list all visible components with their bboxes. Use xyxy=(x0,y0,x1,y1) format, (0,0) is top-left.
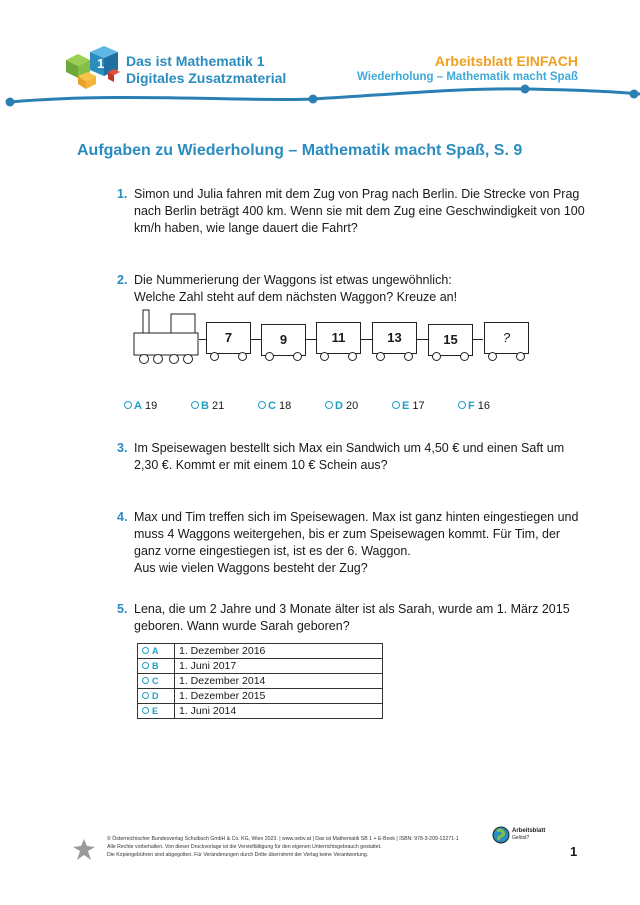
task-text: Max und Tim treffen sich im Speisewagen. Max ist ganz hinten eingestiegen und xyxy=(134,510,579,524)
option-letter: E xyxy=(402,400,410,412)
wagon-wheel xyxy=(265,352,274,361)
wagon: 13 xyxy=(372,322,417,354)
wagon-wheel xyxy=(432,352,441,361)
option-letter: D xyxy=(335,400,343,412)
locomotive-icon xyxy=(133,308,201,364)
wagon-wheel xyxy=(516,352,525,361)
table-row[interactable] xyxy=(138,689,383,704)
globe-icon xyxy=(492,826,510,844)
option-date: 1. Dezember 2016 xyxy=(175,644,383,659)
task-text: Die Nummerierung der Waggons ist etwas ungewöhnlich: xyxy=(134,273,452,287)
wagon-wheel xyxy=(376,352,385,361)
wagon: 9 xyxy=(261,324,306,356)
option-a[interactable] xyxy=(124,400,157,412)
option-e[interactable] xyxy=(392,400,425,412)
task-text: muss 4 Waggons weitergehen, bis er zum Speisewagen kommt. Für Tim, der xyxy=(134,527,561,541)
option-date: 1. Juni 2014 xyxy=(175,704,383,719)
date-options-table xyxy=(137,643,383,719)
option-value: 21 xyxy=(212,400,225,412)
wagon-wheel xyxy=(320,352,329,361)
option-c[interactable] xyxy=(258,400,291,412)
option-letter: B xyxy=(201,400,209,412)
task-text: nach Berlin beträgt 400 km. Wenn sie mit dem Zug eine Geschwindigkeit von 100 xyxy=(134,204,585,218)
wagon: 15 xyxy=(428,324,473,356)
option-value: 17 xyxy=(412,400,425,412)
option-value: 16 xyxy=(477,400,491,412)
option-key: A xyxy=(138,644,175,659)
radio-circle-icon xyxy=(142,707,149,714)
task-1 xyxy=(117,186,585,237)
radio-circle-icon xyxy=(458,401,466,409)
publisher-logo-icon xyxy=(72,838,96,862)
task-5 xyxy=(117,601,570,635)
task-number: 1. xyxy=(117,187,128,201)
task-number: 4. xyxy=(117,510,128,524)
option-letter: F xyxy=(468,400,475,412)
task-text: geboren. Wann wurde Sarah geboren? xyxy=(134,619,350,633)
task-4 xyxy=(117,509,579,577)
copyright-footer xyxy=(107,835,459,859)
wagon-unknown: ? xyxy=(484,322,529,354)
logo-number: 1 xyxy=(97,56,105,71)
book-title-line1: Das ist Mathematik 1 xyxy=(126,53,265,69)
option-date: 1. Dezember 2014 xyxy=(175,674,383,689)
task-3 xyxy=(117,440,567,474)
radio-circle-icon xyxy=(142,662,149,669)
wagon-wheel xyxy=(210,352,219,361)
task-text: Im Speisewagen bestellt sich Max ein Sandwich um 4,50 € und einen Saft um xyxy=(134,441,565,455)
option-value: 20 xyxy=(346,400,359,412)
page-title: Aufgaben zu Wiederholung – Mathematik macht Spaß, S. 9 xyxy=(77,142,523,159)
option-f[interactable] xyxy=(458,400,490,412)
task-text: ganz vorne eingestiegen ist, ist es der 6. Waggon. xyxy=(134,544,411,558)
wagon-wheel xyxy=(238,352,247,361)
option-letter: C xyxy=(268,400,276,412)
sheet-type: Arbeitsblatt EINFACH xyxy=(434,53,578,69)
radio-circle-icon xyxy=(392,401,400,409)
radio-circle-icon xyxy=(142,677,149,684)
option-value: 19 xyxy=(145,400,158,412)
wagon-wheel xyxy=(293,352,302,361)
radio-circle-icon xyxy=(325,401,333,409)
radio-circle-icon xyxy=(142,692,149,699)
wagon: 11 xyxy=(316,322,361,354)
task-number: 2. xyxy=(117,273,128,287)
radio-circle-icon xyxy=(191,401,199,409)
wagon: 7 xyxy=(206,322,251,354)
wagon-wheel xyxy=(460,352,469,361)
task-text: Simon und Julia fahren mit dem Zug von Prag nach Berlin. Die Strecke von Prag xyxy=(134,187,580,201)
task-text: Lena, die um 2 Jahre und 3 Monate älter ist als Sarah, wurde am 1. März 2015 xyxy=(134,602,570,616)
task-number: 3. xyxy=(117,441,128,455)
wagon-wheel xyxy=(488,352,497,361)
task-text: Welche Zahl steht auf dem nächsten Waggon? Kreuze an! xyxy=(134,290,458,304)
radio-circle-icon xyxy=(124,401,132,409)
option-letter: A xyxy=(134,400,142,412)
option-b[interactable] xyxy=(191,400,224,412)
table-row[interactable] xyxy=(138,659,383,674)
radio-circle-icon xyxy=(142,647,149,654)
task-text: km/h haben, wie lange dauert die Fahrt? xyxy=(134,221,358,235)
wagon-wheel xyxy=(404,352,413,361)
option-date: 1. Dezember 2015 xyxy=(175,689,383,704)
task-2 xyxy=(117,272,567,306)
footer-line: Alle Rechte vorbehalten. Von dieser Druckvorlage ist die Vervielfältigung für den eigenen Unterrichtsgebrauch gestattet. xyxy=(107,844,382,850)
footer-line: Die Kopiergebühren sind abgegolten. Für Veränderungen durch Dritte übernimmt der Verlag keine Verantwortung. xyxy=(107,852,369,858)
sheet-topic: Wiederholung – Mathematik macht Spaß xyxy=(357,71,578,83)
wagon-wheel xyxy=(348,352,357,361)
radio-circle-icon xyxy=(258,401,266,409)
option-key: E xyxy=(138,704,175,719)
option-key: C xyxy=(138,674,175,689)
option-date: 1. Juni 2017 xyxy=(175,659,383,674)
table-row[interactable] xyxy=(138,674,383,689)
book-title-line2: Digitales Zusatzmaterial xyxy=(126,70,287,86)
task-number: 5. xyxy=(117,602,128,616)
task-text: 2,30 €. Kommt er mit einem 10 € Schein aus? xyxy=(134,458,388,472)
badge-line: Gelöst? xyxy=(512,835,530,841)
option-key: B xyxy=(138,659,175,674)
page-number: 1 xyxy=(570,844,578,859)
task-text: Aus wie vielen Waggons besteht der Zug? xyxy=(134,561,368,575)
table-row[interactable] xyxy=(138,644,383,659)
table-row[interactable] xyxy=(138,704,383,719)
badge-line: Arbeitsblatt xyxy=(512,828,546,834)
header-wave-line xyxy=(0,80,640,110)
option-key: D xyxy=(138,689,175,704)
option-value: 18 xyxy=(279,400,292,412)
worksheet-badge xyxy=(512,828,545,842)
option-d[interactable] xyxy=(325,400,358,412)
footer-line: © Österreichischer Bundesverlag Schulbuch GmbH & Co. KG, Wien 2023. | www.oebv.at | Das ist Mathematik SB 1 + E-Book | ISBN: 978-3-209-12271-1 xyxy=(107,836,459,842)
